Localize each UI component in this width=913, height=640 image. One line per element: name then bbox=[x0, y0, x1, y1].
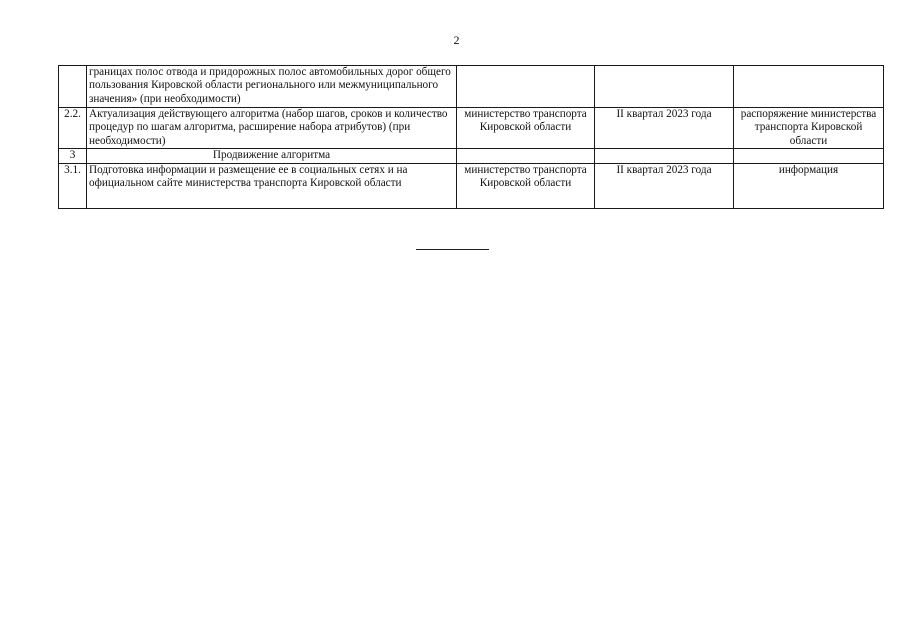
empty-cell bbox=[734, 149, 884, 164]
table-row bbox=[59, 66, 884, 108]
term-cell: II квартал 2023 года bbox=[595, 108, 734, 149]
section-row bbox=[59, 149, 884, 164]
section-number: 3 bbox=[59, 149, 87, 164]
table-row bbox=[59, 164, 884, 209]
result-cell: информация bbox=[734, 164, 884, 209]
plan-table bbox=[58, 65, 884, 209]
executor-cell: министерство транспорта Кировской области bbox=[457, 164, 595, 209]
row-number: 2.2. bbox=[59, 108, 87, 149]
result-cell: распоряжение министерства транспорта Кировской области bbox=[734, 108, 884, 149]
result-cell bbox=[734, 66, 884, 108]
section-title: Продвижение алгоритма bbox=[87, 149, 457, 164]
executor-cell: министерство транспорта Кировской области bbox=[457, 108, 595, 149]
empty-cell bbox=[457, 149, 595, 164]
term-cell bbox=[595, 66, 734, 108]
task-text: Подготовка информации и размещение ее в социальных сетях и на официальном сайте министерства транспорта Кировской области bbox=[87, 164, 457, 209]
task-text: границах полос отвода и придорожных полос автомобильных дорог общего пользования Кировской области регионального или межмуниципального значения» (при необходимости) bbox=[87, 66, 457, 108]
row-number: 3.1. bbox=[59, 164, 87, 209]
end-divider bbox=[416, 249, 489, 250]
row-number bbox=[59, 66, 87, 108]
table-row bbox=[59, 108, 884, 149]
term-cell: II квартал 2023 года bbox=[595, 164, 734, 209]
empty-cell bbox=[595, 149, 734, 164]
task-text: Актуализация действующего алгоритма (набор шагов, сроков и количество процедур по шагам алгоритма, расширение набора атрибутов) (при необходимости) bbox=[87, 108, 457, 149]
executor-cell bbox=[457, 66, 595, 108]
page-number: 2 bbox=[453, 33, 460, 47]
